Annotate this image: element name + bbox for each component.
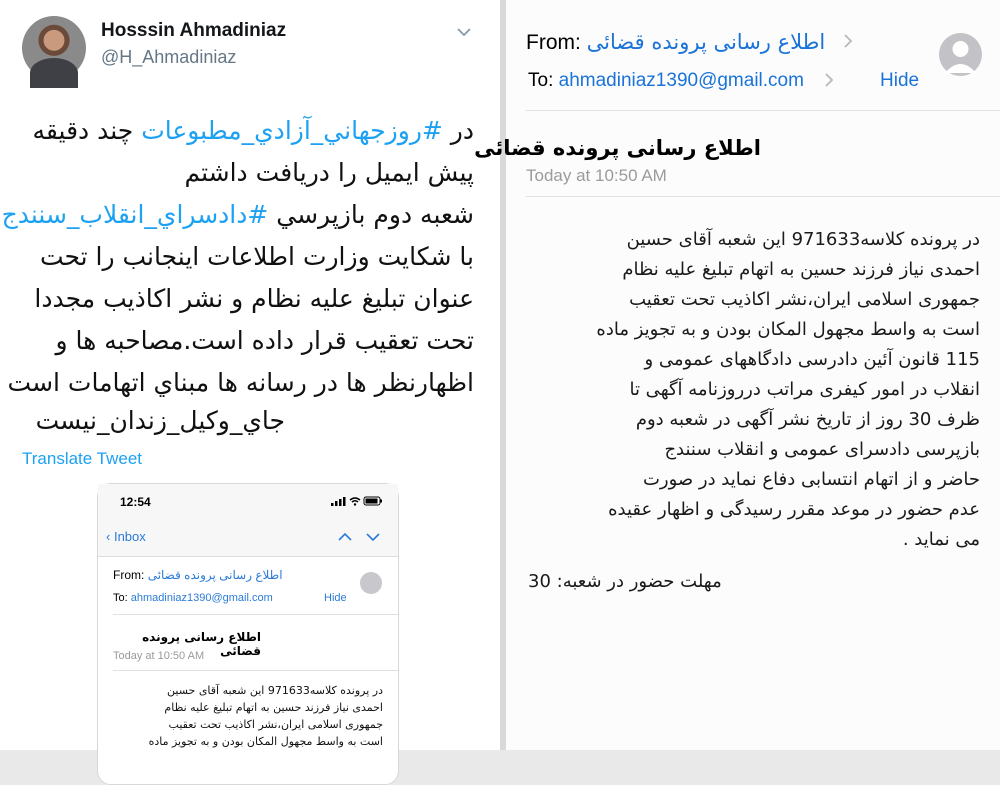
inbox-back-button[interactable]: ‹ Inbox <box>106 529 146 544</box>
phone-body-line: جمهوری اسلامی ایران،نشر اکاذیب تحت تعقیب <box>168 718 383 731</box>
attached-screenshot[interactable] <box>97 483 399 785</box>
email-body-line: احمدی نیاز فرزند حسین به اتهام تبلیغ علیه نظام <box>622 259 980 280</box>
phone-from-row: From: اطلاع رسانی پرونده قضائی <box>113 568 283 582</box>
chevron-down-icon[interactable] <box>456 24 472 40</box>
appearance-deadline: مهلت حضور در شعبه: 30 <box>528 571 722 592</box>
email-body-line: بازپرسی دادسرای عمومی و انقلاب سنندج <box>664 439 980 460</box>
divider <box>526 110 1000 111</box>
divider <box>526 196 1000 197</box>
chevron-down-icon[interactable] <box>366 532 380 542</box>
phone-body-line: است به واسط مجهول المکان بودن و به تجویز ماده <box>148 735 383 748</box>
author-name[interactable]: Hosssin Ahmadiniaz <box>101 20 287 41</box>
email-subject: اطلاع رسانی پرونده قضائی <box>474 136 761 160</box>
translate-tweet-link[interactable]: Translate Tweet <box>22 449 143 468</box>
email-body-line: انقلاب در امور کیفری مراتب درروزنامه آگهی تا <box>629 379 980 400</box>
phone-date: Today at 10:50 AM <box>113 650 205 662</box>
email-panel <box>474 0 1000 750</box>
author-handle[interactable]: @H_Ahmadiniaz <box>101 47 237 67</box>
email-body-line: در پرونده کلاسه971633 این شعبه آقای حسین <box>626 229 980 250</box>
email-body-line: جمهوری اسلامی ایران،نشر اکاذیب تحت تعقیب <box>629 289 980 310</box>
from-row[interactable]: From: اطلاع رسانی پرونده قضائی <box>526 30 826 54</box>
mail-nav-bar <box>98 520 398 557</box>
to-row[interactable]: To: ahmadiniaz1390@gmail.com <box>528 70 804 91</box>
phone-subject: اطلاع رسانی پرونده قضائی <box>142 630 261 658</box>
phone-hide-button[interactable]: Hide <box>324 592 347 604</box>
sender-avatar <box>360 572 382 594</box>
email-body-line: 115 قانون آئین دادرسی دادگاههای عمومی و <box>644 349 980 370</box>
status-time: 12:54 <box>120 495 151 509</box>
email-body-line: حاضر و از اتهام انتسابی دفاع نماید در صورت <box>642 469 980 490</box>
tweet-text-line: عنوان تبليغ عليه نظام و نشر اكاذيب مجددا <box>34 284 474 313</box>
chevron-right-icon <box>842 33 854 49</box>
email-body-line: می نماید . <box>902 529 980 550</box>
phone-body-line: در پرونده کلاسه971633 این شعبه آقای حسین <box>167 684 383 697</box>
chevron-up-icon[interactable] <box>338 532 352 542</box>
phone-body-line: احمدی نیاز فرزند حسین به اتهام تبلیغ علیه نظام <box>164 701 383 714</box>
status-bar <box>98 484 398 520</box>
sender-avatar <box>939 33 982 76</box>
tweet-text-line: پيش ايميل را دريافت داشتم <box>184 158 474 187</box>
tweet-text-line: جاي_وكيل_زندان_نيست <box>35 406 285 435</box>
hashtag-link[interactable]: #دادسراي_انقلاب_سنندج <box>1 200 269 229</box>
chevron-right-icon <box>823 72 835 88</box>
phone-to-row: To: ahmadiniaz1390@gmail.com <box>113 592 273 604</box>
tweet-panel <box>0 0 500 750</box>
signal-wifi-battery-icon <box>331 496 383 506</box>
email-body-line: ظرف 30 روز از تاریخ نشر آگهی در شعبه دوم <box>635 409 980 430</box>
divider <box>113 670 398 671</box>
tweet-text-line: تحت تعقيب قرار داده است.مصاحبه ها و <box>55 326 474 355</box>
email-body-line: است به واسط مجهول المکان بودن و به تجویز ماده <box>596 319 980 340</box>
email-date: Today at 10:50 AM <box>526 166 667 185</box>
hide-button[interactable]: Hide <box>880 70 920 91</box>
tweet-text-line: اظهارنظر ها در رسانه ها مبناي اتهامات است <box>7 368 474 397</box>
tweet-text-line: با شكايت وزارت اطلاعات اينجانب را تحت <box>39 242 474 271</box>
tweet-text-line: شعبه دوم بازپرسي #دادسراي_انقلاب_سنندج <box>1 200 474 229</box>
divider <box>113 614 398 615</box>
hashtag-link[interactable]: #روزجهاني_آزادي_مطبوعات <box>141 116 443 145</box>
tweet-text-line: در #روزجهاني_آزادي_مطبوعات چند دقيقه <box>32 116 474 145</box>
email-body-line: عدم حضور در موعد مقرر رسیدگی و اظهار عقیده <box>608 499 980 520</box>
author-avatar[interactable] <box>22 16 86 80</box>
